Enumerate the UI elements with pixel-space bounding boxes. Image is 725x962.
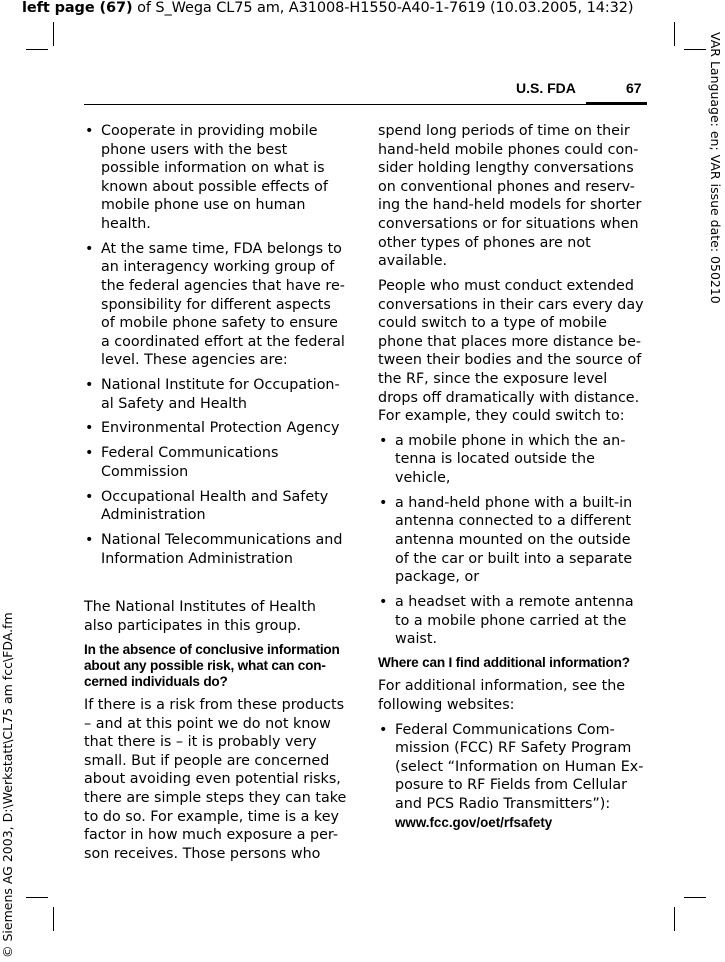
page-number: 67: [626, 80, 642, 96]
car-paragraph: People who must conduct extended conversations in their cars every day could switch to a type of mobile phone that places more distance be- tween their bodies and the source of the RF, since the exposure level drops off dramatically with distance. For example, they could switch to:: [378, 277, 644, 425]
list-item: • Environmental Protection Agency: [85, 420, 340, 437]
list-item: • Cooperate in providing mobile phone users with the best possible information on what is known about possible effects of mobile phone use on human health.: [85, 123, 328, 232]
list-item: • a mobile phone in which the an- tenna is located outside the vehicle,: [379, 432, 626, 487]
crop-mark: [674, 22, 675, 46]
section-title: U.S. FDA: [516, 80, 576, 96]
list-item: • National Telecommunications and Information Administration: [85, 532, 343, 567]
print-info-line: [22, 0, 633, 16]
crop-mark: [53, 22, 54, 46]
page-number-rule: [586, 102, 647, 105]
fda-role-list: [84, 122, 348, 568]
nih-paragraph: The National Institutes of Health also participates in this group.: [84, 599, 316, 634]
crop-mark: [26, 897, 48, 898]
print-info-bold: left page (67): [22, 0, 133, 16]
question-heading: In the absence of conclusive information about any possible risk, what can con- cerned individuals do?: [84, 641, 340, 689]
list-item: • a hand-held phone with a built-in antenna connected to a different antenna mounted on the outside of the car or built into a separate package, or: [379, 494, 633, 586]
list-item: • At the same time, FDA belongs to an interagency working group of the federal agencies that have re- sponsibility for different aspects of mobile phone safety to ensure a coordinated effort at the federal level. These agencies are:: [85, 240, 345, 369]
question-heading: Where can I find additional information?: [378, 654, 630, 670]
websites-list: [378, 721, 646, 833]
crop-mark: [53, 907, 54, 931]
continued-paragraph: spend long periods of time on their hand-held mobile phones could con- sider holding lengthy conversations on conventional phones and reserv- ing the hand-held models for shorter conversations or for situations when other types of phones are not available.: [378, 123, 642, 270]
header-rule: [84, 104, 647, 105]
crop-mark: [674, 907, 675, 931]
right-column: [378, 122, 646, 838]
websites-intro: For additional information, see the following websites:: [378, 678, 626, 713]
list-item: • Federal Communications Com- mission (FCC) RF Safety Program (select “Information on Human Ex- posure to RF Fields from Cellular and PCS Radio Transmitters”): www.fcc.gov/oet/rfsafety: [379, 721, 644, 830]
fcc-url-link[interactable]: www.fcc.gov/oet/rfsafety: [395, 814, 553, 830]
list-item: • Occupational Health and Safety Administration: [85, 488, 329, 524]
language-issue-note: VAR Language: en; VAR issue date: 050210: [708, 32, 723, 304]
crop-mark: [26, 49, 48, 50]
list-item: • National Institute for Occupation- al Safety and Health: [85, 377, 340, 412]
crop-mark: [684, 897, 706, 898]
crop-mark: [684, 49, 706, 50]
left-column: [84, 122, 348, 869]
copyright-file-path: © Siemens AG 2003, D:\Werkstatt\CL75 am fcc\FDA.fm: [0, 612, 15, 958]
phone-options-list: [378, 432, 646, 649]
list-item: • Federal Communications Commission: [85, 445, 279, 480]
print-info-rest: of S_Wega CL75 am, A31008-H1550-A40-1-7619 (10.03.2005, 14:32): [132, 0, 634, 16]
list-item: • a headset with a remote antenna to a mobile phone carried at the waist.: [379, 594, 634, 648]
risk-paragraph: If there is a risk from these products – and at this point we do not know that there is – it is probably very small. But if people are concerned about avoiding even potential risks, there are simple steps they can take to do so. For example, time is a key factor in how much exposure a per- son receives. Those persons who: [84, 696, 347, 862]
